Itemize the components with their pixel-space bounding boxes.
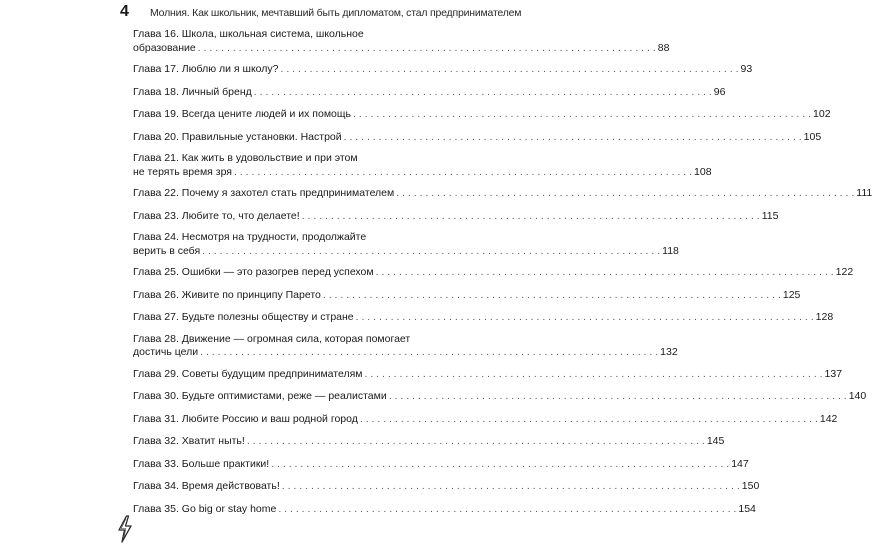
dot-leader [353,108,811,122]
dot-leader [202,245,660,259]
toc-entry [133,187,872,201]
dot-leader [389,390,847,404]
toc-entry-page: 111 [856,187,872,199]
toc-entry [133,288,801,303]
toc-entry-title: верить в себя [133,244,201,257]
dot-leader [271,458,729,472]
toc-entry [133,311,834,325]
dot-leader [302,210,760,224]
toc-entry-title: Глава 34. Время действовать! [133,480,280,492]
toc-entry [133,231,679,258]
toc-entry [133,457,749,472]
toc-entry-title: Глава 19. Всегда цените людей и их помощь [133,108,352,120]
toc-entry-title: Глава 22. Почему я захотел стать предпринимателем [133,187,395,199]
toc-entry [133,108,831,122]
toc-entry-page: 145 [706,435,725,447]
dot-leader [360,413,818,427]
dot-leader [323,289,781,303]
toc-entry-page: 122 [835,266,854,278]
toc-entry-title: образование [133,41,196,54]
toc-entry-page: 118 [662,244,679,257]
page-number: 4 [120,3,129,20]
toc-entry [133,130,822,145]
running-head [120,3,522,22]
toc-entry-title: Глава 26. Живите по принципу Парето [133,288,321,301]
toc-entry-page: 102 [813,108,831,120]
toc-entry-title: Глава 16. Школа, школьная система, школьное [133,28,364,40]
toc-entry-title: Глава 30. Будьте оптимистами, реже — реалистами [133,390,387,402]
dot-leader [344,131,802,145]
dot-leader [365,368,823,382]
running-title: Молния. Как школьник, мечтавший быть дипломатом, стал предпринимателем [150,7,522,19]
toc-entry-title: Глава 29. Советы будущим предпринимателям [133,367,363,380]
toc-entry-title: достичь цели [133,346,199,358]
toc-entry-page: 128 [815,311,834,323]
toc-entry [133,412,838,427]
dot-leader [200,346,658,360]
toc-entry-title: Глава 35. Go big or stay home [133,502,277,515]
dot-leader [281,63,739,77]
dot-leader [254,86,712,100]
toc-entry [133,332,678,360]
dot-leader [356,311,814,325]
toc-entry-title: не терять время зря [133,165,232,178]
toc-entry-title: Глава 17. Люблю ли я школу? [133,63,279,75]
table-of-contents [133,28,872,516]
toc-entry [133,435,725,449]
toc-entry-title: Глава 20. Правильные установки. Настрой [133,130,342,143]
toc-entry-title: Глава 23. Любите то, что делаете! [133,209,300,222]
toc-entry-page: 125 [782,288,801,301]
toc-entry [133,266,854,280]
toc-entry-title: Глава 21. Как жить в удовольствие и при этом [133,152,358,164]
toc-entry [133,152,712,179]
toc-entry [133,390,867,404]
toc-entry-title: Глава 25. Ошибки — это разогрев перед успехом [133,266,374,278]
toc-entry [133,502,756,517]
toc-entry-page: 147 [731,457,749,470]
toc-entry-title: Глава 24. Несмотря на трудности, продолжайте [133,231,367,243]
toc-entry-page: 88 [657,41,670,54]
dot-leader [376,266,834,280]
toc-entry-page: 140 [848,390,867,402]
toc-entry-page: 137 [824,367,843,380]
toc-entry-page: 150 [741,480,760,492]
toc-entry [133,28,670,55]
toc-entry-title: Глава 31. Любите Россию и ваш родной город [133,412,358,425]
toc-entry-page: 93 [740,63,753,75]
toc-entry-page: 132 [660,346,678,358]
toc-entry-page: 108 [694,165,712,178]
dot-leader [247,435,705,449]
toc-entry-page: 154 [738,502,756,515]
toc-entry-title: Глава 28. Движение — огромная сила, которая помогает [133,332,411,345]
lightning-bolt-icon [116,515,134,543]
dot-leader [282,480,740,494]
toc-entry [133,85,726,100]
toc-entry-page: 115 [761,209,779,222]
toc-entry-title: Глава 32. Хватит ныть! [133,435,245,447]
toc-entry [133,209,779,224]
toc-entry [133,480,760,494]
toc-entry [133,63,753,77]
dot-leader [198,42,656,56]
toc-entry-page: 105 [803,130,822,143]
dot-leader [234,166,692,180]
toc-entry-title: Глава 33. Больше практики! [133,457,270,470]
dot-leader [278,503,736,517]
toc-entry-title: Глава 27. Будьте полезны обществу и стране [133,311,354,323]
toc-entry-page: 142 [819,412,838,425]
toc-entry-title: Глава 18. Личный бренд [133,85,252,98]
dot-leader [396,187,854,201]
toc-entry-page: 96 [713,85,726,98]
toc-entry [133,367,843,382]
